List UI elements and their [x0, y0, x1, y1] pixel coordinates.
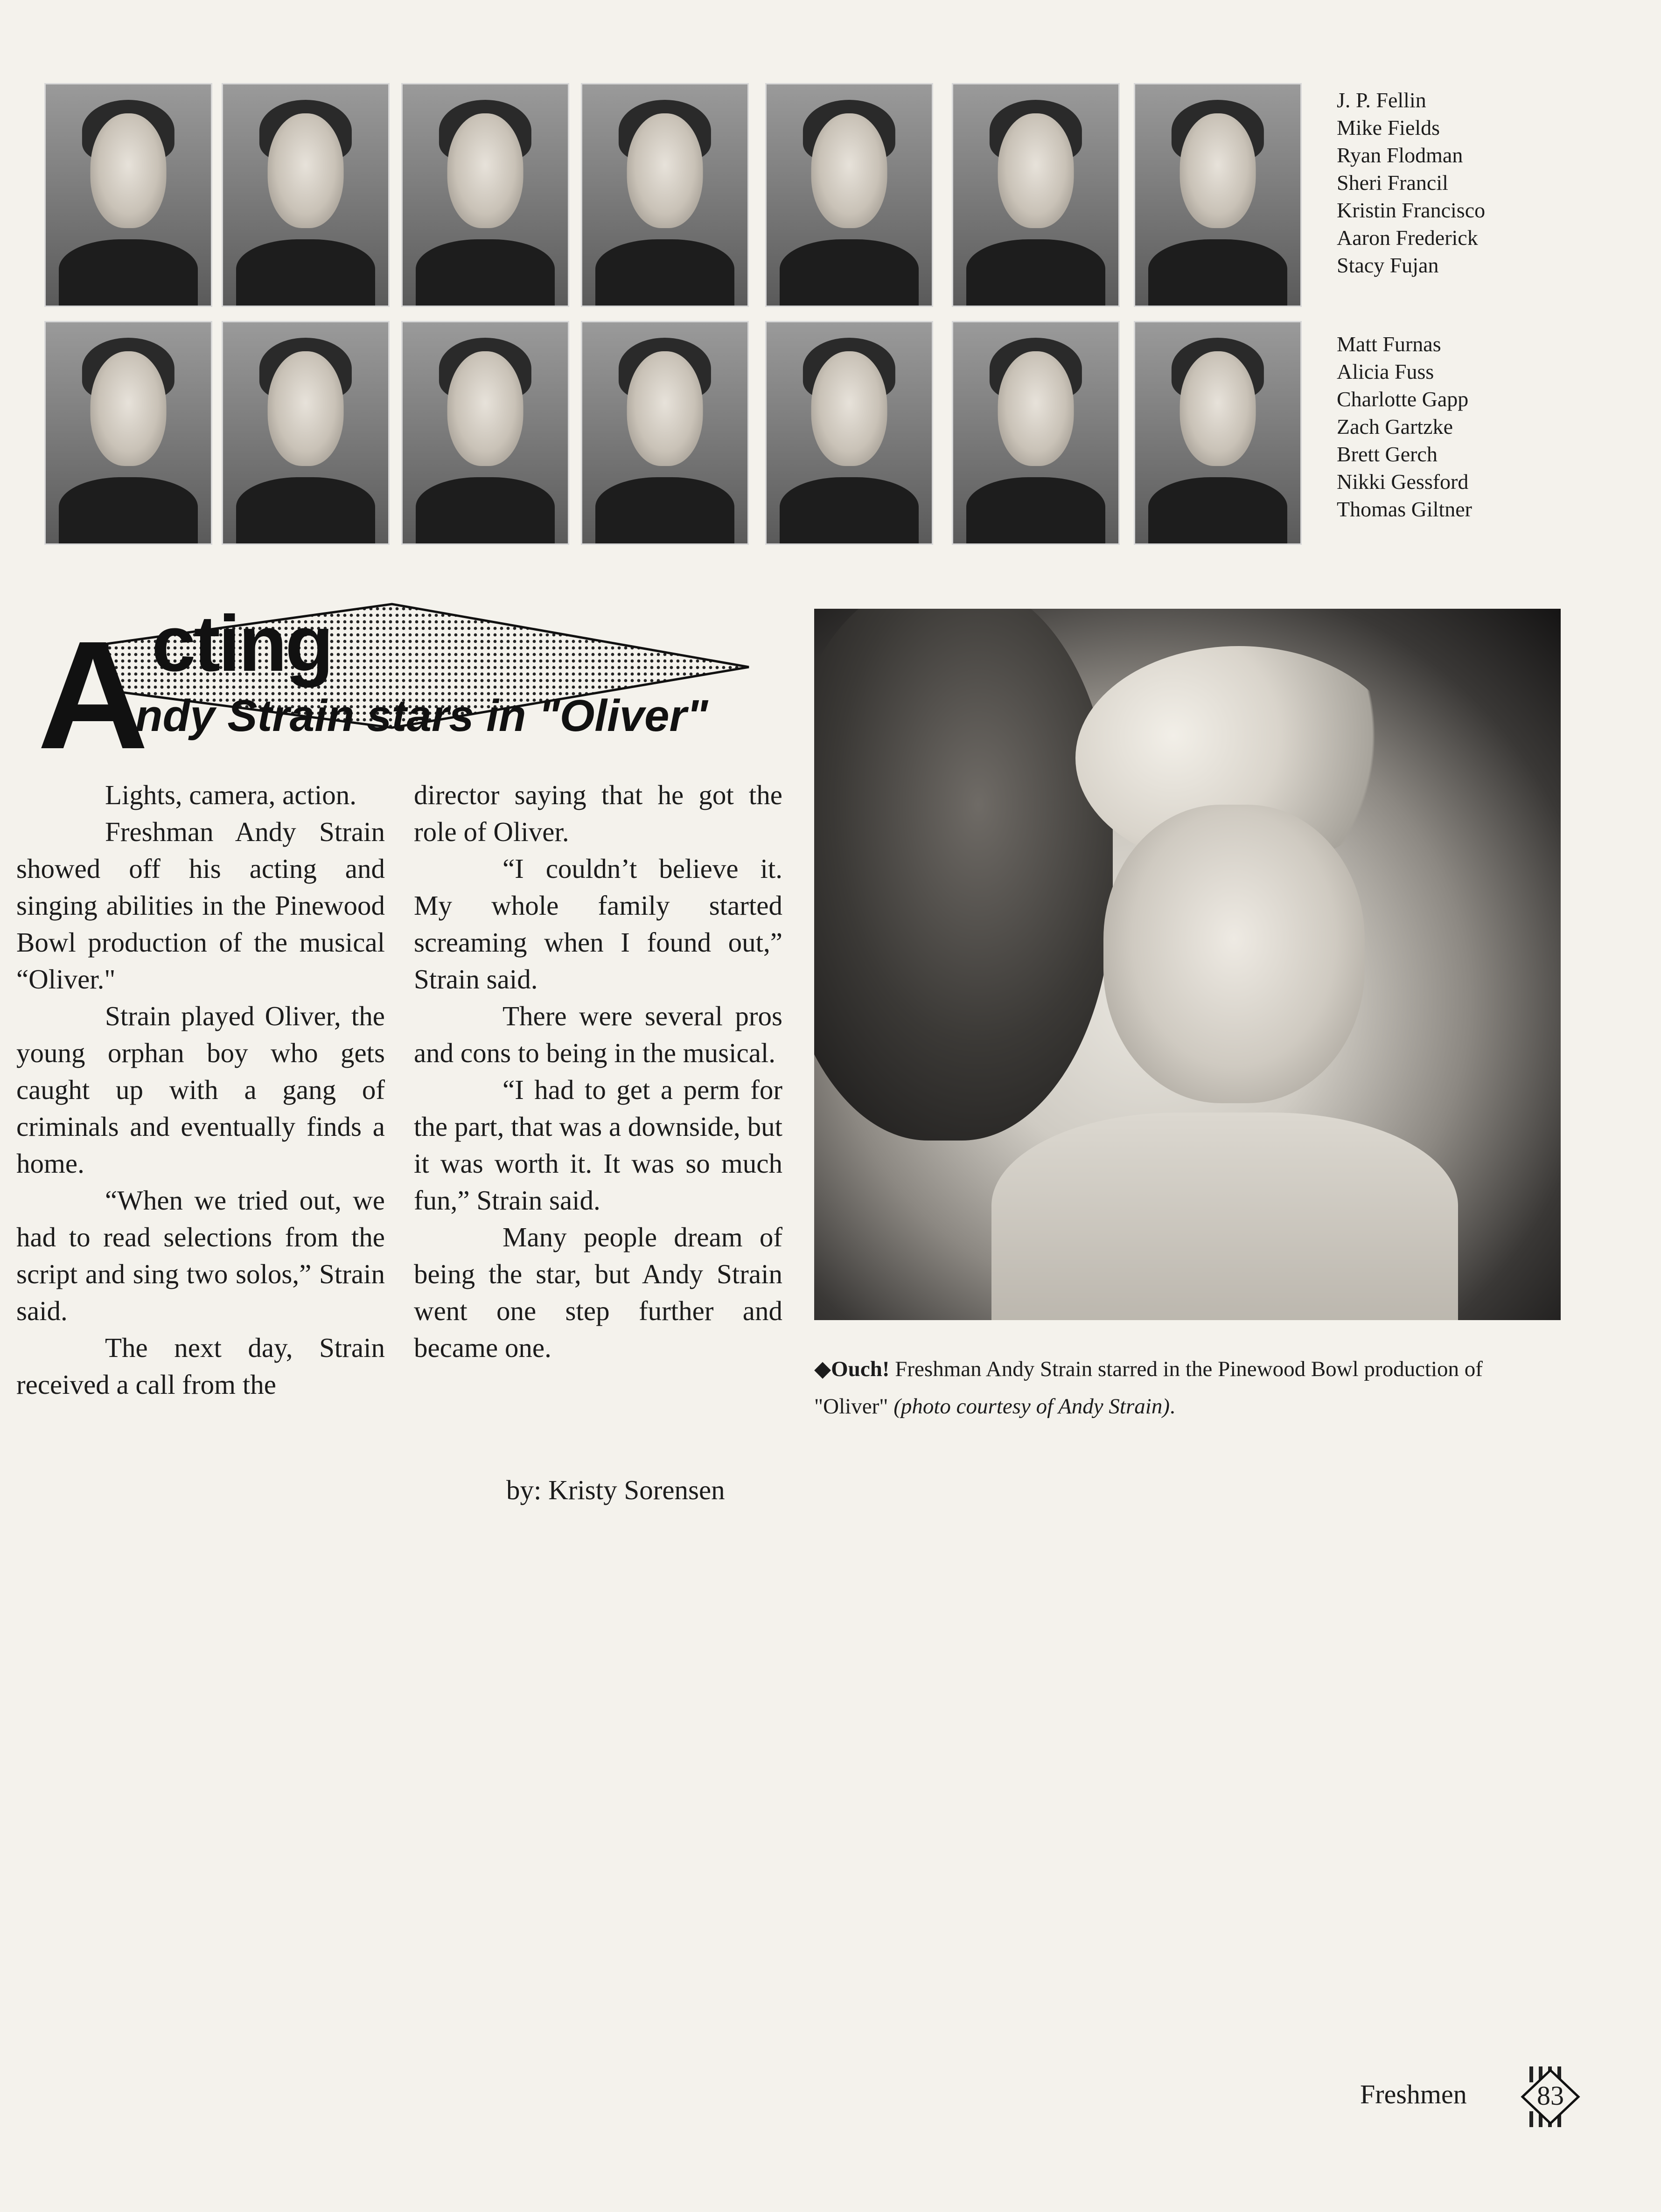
portrait-photo	[952, 83, 1120, 307]
portrait-grid	[44, 83, 1304, 550]
article-paragraph: Freshman Andy Strain showed off his acting and singing abilities in the Pinewood Bowl production of the musical “Oliver."	[16, 816, 385, 995]
article-paragraph: “When we tried out, we had to read selections from the script and sing two solos,” Strain said.	[16, 1185, 385, 1326]
section-label: Freshmen	[1360, 2079, 1467, 2109]
portrait-photo	[44, 83, 212, 307]
name-list-row-1	[1337, 86, 1485, 279]
portrait-photo	[222, 83, 390, 307]
student-name: Mike Fields	[1337, 116, 1440, 139]
student-name: Thomas Giltner	[1337, 497, 1472, 521]
article-headline	[28, 592, 756, 781]
student-name: Charlotte Gapp	[1337, 387, 1469, 411]
article-paragraph: “I had to get a perm for the part, that was a downside, but it was worth it. It was so much fun,” Strain said.	[414, 1074, 782, 1216]
student-name: J. P. Fellin	[1337, 88, 1426, 112]
portrait-photo	[952, 321, 1120, 545]
student-name: Kristin Francisco	[1337, 198, 1486, 222]
article-paragraph: There were several pros and cons to being in the musical.	[414, 1001, 782, 1068]
article-paragraph: Many people dream of being the star, but Andy Strain went one step further and became one.	[414, 1222, 782, 1363]
portrait-photo	[1134, 321, 1302, 545]
article-paragraph: Lights, camera, action.	[105, 779, 356, 810]
student-name: Ryan Flodman	[1337, 143, 1463, 167]
caption-credit: (photo courtesy of Andy Strain)	[893, 1394, 1170, 1419]
page-number: 83	[1537, 2080, 1564, 2111]
headline-subhead: ndy Strain stars in "Oliver"	[135, 691, 708, 741]
portrait-photo	[581, 83, 749, 307]
student-name: Matt Furnas	[1337, 332, 1441, 356]
article-paragraph: “I couldn’t believe it. My whole family started screaming when I found out,” Strain said.	[414, 853, 782, 995]
caption-end: .	[1169, 1394, 1175, 1419]
portrait-photo	[765, 83, 933, 307]
portrait-photo	[581, 321, 749, 545]
article-paragraph: The next day, Strain received a call from the	[16, 1332, 385, 1400]
portrait-photo	[401, 321, 569, 545]
student-name: Stacy Fujan	[1337, 253, 1439, 277]
portrait-photo	[1134, 83, 1302, 307]
article-column-2	[414, 777, 782, 1366]
student-name: Zach Gartzke	[1337, 415, 1453, 438]
photo-caption	[814, 1350, 1561, 1425]
feature-photo	[814, 609, 1561, 1320]
portrait-photo	[401, 83, 569, 307]
student-name: Brett Gerch	[1337, 442, 1438, 466]
student-name: Sheri Francil	[1337, 171, 1448, 195]
article-column-1	[16, 777, 385, 1403]
portrait-photo	[44, 321, 212, 545]
student-name: Nikki Gessford	[1337, 470, 1469, 494]
headline-word: cting	[152, 599, 332, 688]
name-list-row-2	[1337, 330, 1472, 523]
headline-initial: A	[37, 609, 149, 781]
student-name: Aaron Frederick	[1337, 226, 1478, 250]
byline: by: Kristy Sorensen	[506, 1475, 725, 1505]
portrait-photo	[765, 321, 933, 545]
student-name: Alicia Fuss	[1337, 360, 1434, 383]
article-paragraph: Strain played Oliver, the young orphan boy who gets caught up with a gang of criminals and eventually finds a home.	[16, 1001, 385, 1179]
caption-text: Freshman Andy Strain starred in the Pinewood Bowl production of "Oliver"	[814, 1357, 1483, 1419]
portrait-photo	[222, 321, 390, 545]
article-paragraph: director saying that he got the role of Oliver.	[414, 779, 782, 847]
caption-lead: ◆Ouch!	[814, 1357, 890, 1381]
